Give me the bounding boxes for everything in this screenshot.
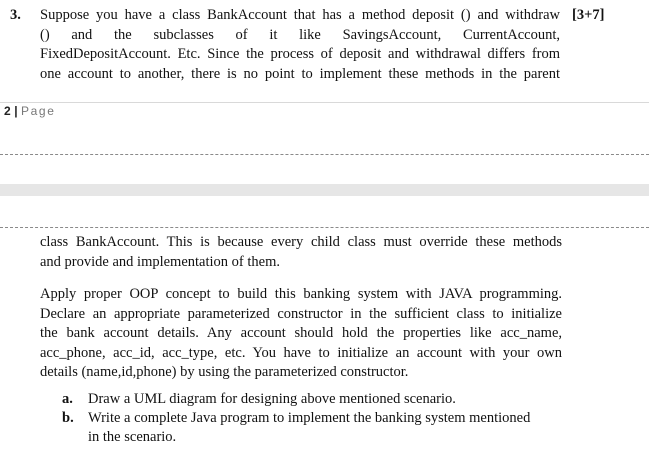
- task-text: [88, 390, 572, 409]
- task-list: [62, 390, 572, 447]
- paragraph-line: and provide and implementation of them.: [40, 253, 280, 270]
- task-text: [88, 409, 572, 447]
- page-number: 2: [4, 104, 12, 118]
- paragraph-line: Apply proper OOP concept to build this banking system with JAVA programming.: [40, 286, 562, 302]
- paragraph-line: acc_phone, acc_id, acc_type, etc. You have to initialize an account with your own: [40, 344, 562, 361]
- paragraph-line: details (name,id,phone) by using the parameterized constructor.: [40, 364, 409, 380]
- paragraph-line: class BankAccount. This is because every child class must override these methods: [40, 234, 562, 250]
- question-line: one account to another, there is no point to implement these methods in the parent: [40, 65, 560, 82]
- question-number: 3.: [10, 7, 21, 23]
- task-line: Write a complete Java program to implement the banking system mentioned: [88, 410, 531, 426]
- question-marks: [3+7]: [572, 7, 605, 23]
- paragraph-line: the bank account details. Any account should hold the properties like acc_name,: [40, 325, 562, 341]
- task-item: [62, 409, 572, 447]
- page-divider: [0, 102, 649, 103]
- page-label: Page: [21, 104, 56, 118]
- question-line: Suppose you have a class BankAccount that has a method deposit () and withdraw: [40, 7, 560, 23]
- paragraph-line: Declare an appropriate parameterized constructor in the sufficient class to initialize: [40, 305, 562, 322]
- instructions-paragraph: [40, 285, 562, 383]
- task-marker: a.: [62, 391, 73, 407]
- page-break-dashed-top: [0, 154, 649, 155]
- page-footer: [4, 104, 55, 118]
- task-marker: b.: [62, 410, 74, 426]
- question-line: FixedDepositAccount. Etc. Since the process of deposit and withdrawal differs from: [40, 46, 560, 62]
- task-item: [62, 390, 572, 409]
- continuation-paragraph: [40, 233, 562, 272]
- task-line: in the scenario.: [88, 429, 177, 445]
- page-gap: [0, 184, 649, 196]
- footer-separator: |: [14, 104, 19, 118]
- page-break-dashed-bottom: [0, 227, 649, 228]
- task-line: Draw a UML diagram for designing above mentioned scenario.: [88, 391, 456, 407]
- question-line: () and the subclasses of it like SavingsAccount, CurrentAccount,: [40, 26, 560, 43]
- question-text: [40, 6, 560, 84]
